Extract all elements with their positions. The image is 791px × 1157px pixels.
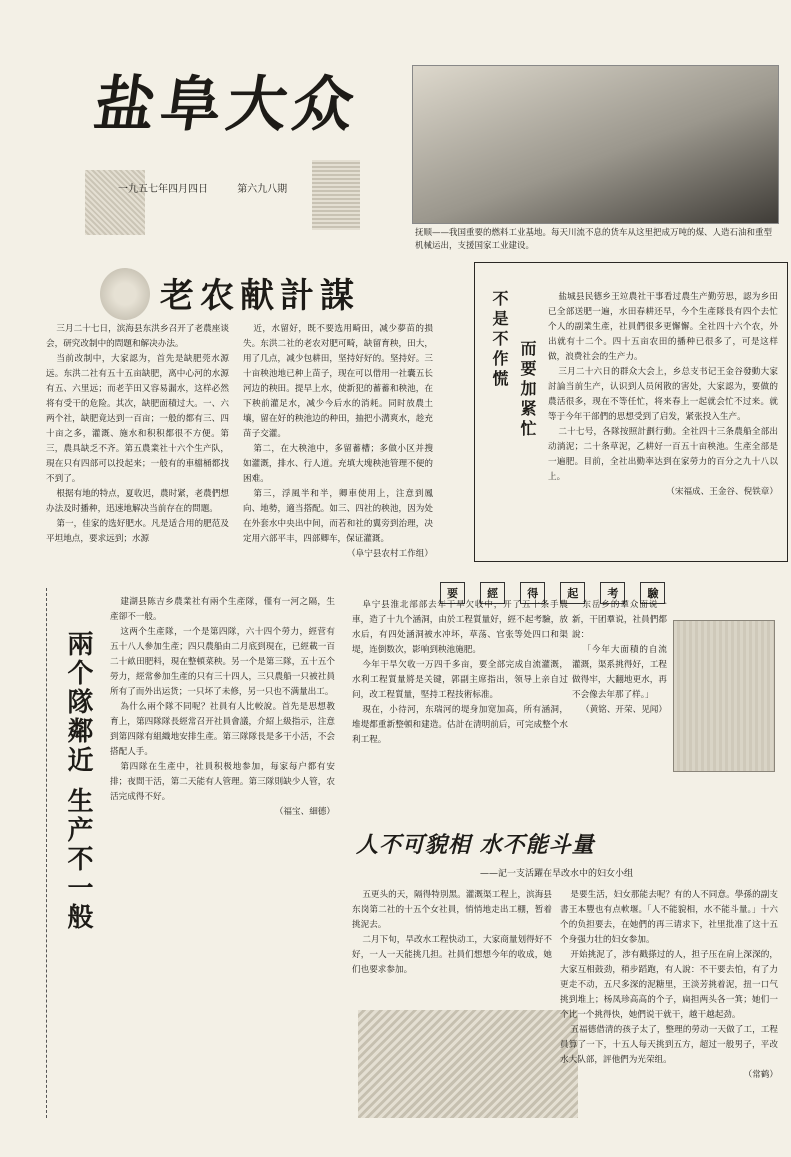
label-char: 考	[600, 582, 625, 604]
paragraph: 現在，小待河，东瑞河的堤身加宽加高，所有涵洞，堆堤都重新整頓和建造。估計在清明前后，可完成整个水利工程。	[352, 705, 568, 745]
article1-column-1	[46, 322, 229, 547]
paragraph: 盐城县民德乡王竝農社干事看过農生产勤劳思，認为乡田已全部送肥一遍，水田春耕还早，今个生產隊長有四个去忙个人的副業生產，社員們很多更懈懈。全社四十六个农，外出就有十二个。四十五亩农田的播种已很多了，可是这样做，浪费社会的生产力。	[548, 292, 778, 362]
waterwheel-sketch	[673, 620, 775, 772]
article5-headline: 人不可貌相 水不能斗量	[356, 832, 595, 858]
issue-number: 第六九八期	[237, 184, 288, 195]
paragraph: 是要生活，妇女那能去呢？有的人不同意。學孫的副支書王本豐也有点軟堰。「人不能貌相，水不能斗量。」十六个的负担要去，在她們的再三请求下，社里批准了这十五个身强力壮的妇女参加。	[560, 890, 778, 945]
paragraph: 东岳乡的羣众面说一新，干团羣说，社員們都說：	[572, 600, 667, 640]
label-char: 驗	[640, 582, 665, 604]
paragraph: 第一，佳家的选好肥水。凡是适合用的肥范及平坦地点，要求远到；水源	[46, 519, 229, 544]
article1-byline: （阜宁县农村工作组）	[347, 549, 433, 559]
women-work-sketch	[358, 1010, 578, 1118]
paragraph: 根据有地的特点，夏收迟，農时紧，老農們想办法及时播种，迅速地解决当前存在的問題。	[46, 489, 229, 514]
photo-caption: 抚顺——我国重要的燃料工业基地。每天川流不息的货车从这里把成万吨的煤、人造石油和重型机械运出，支援国家工业建设。	[415, 228, 773, 251]
paragraph: 二月下旬，旱改水工程快动工，大家商量划得好不好，一人一天能挑几担。社員们想想今年的收成，她们也要求参加。	[352, 935, 552, 975]
article2-body	[548, 290, 778, 500]
masthead-title: 盐阜大众	[90, 70, 364, 140]
paragraph: 这两个生產隊，一个是第四隊，六十四个勞力，經营有五十八人參加生產；四只農船由二月底到現在，已經載一百二十畝田肥料，現在整頓菜秧。另一个是第三隊，五十五个勞力，經常參加生產的只有三十四人，三只農船一只被社員所有了而外出运货；一只坏了未修，另一只也不满量出工。	[110, 627, 335, 697]
label-char: 要	[440, 582, 465, 604]
article5-column-1	[352, 888, 552, 978]
paragraph: 当前改制中，大家認为，首先是缺肥莞水源远。东洪二社有五十五亩缺肥，离中心河的水源有五、六里远；而老芋田又容易漏水，这样必然将有受干的危险。其次，缺肥面積过大。一、六两个社，缺肥竟达到一百亩；一般的都有三、四十亩之多，灌溉、施水和积积都很不方便。第三，農具缺乏不齐。第五農業社十六个生产队，現在只有四部可以投起来；一般有的車檔桶都找不到了。	[46, 354, 229, 484]
masthead-meta	[118, 180, 313, 195]
paragraph: 三月二十七日，滨海县东洪乡召开了老農座谈会，研究改制中的問題和解决办法。	[46, 324, 229, 349]
article1-column-2	[243, 322, 433, 562]
article2-byline: （宋福成、王金谷、倪铁章）	[666, 487, 778, 497]
article3-body	[110, 595, 335, 820]
paragraph: 五更头的天，隔得特別黑。灌溉渠工程上，滨海县东岗第二社的十五个女社員，悄悄地走出工棚，暂着挑泥去。	[352, 890, 552, 930]
paragraph: 「今年大面積的自流灌溉，渠系挑得好，工程做得牢，大翻地更水，再不会像去年那了样。」	[572, 645, 667, 700]
paragraph: 第四隊在生產中，社員积极地参加，每家每户都有安排；夜間干活，第二天能有人管理。第三隊則缺少人管，农活完成得不好。	[110, 762, 335, 802]
paragraph: 五福德借清的孩子太了，整理的勞动一天做了工，工程員算了一下，十五人每天挑到五方，超过一般男子，平改水大队部，評他們为光荣组。	[560, 1025, 778, 1065]
paragraph: 第二，在大秧池中，多留蓄槽；多做小区并搜如灌溉，排水、行人道。充填大塊秧池管理不便的困难。	[243, 444, 433, 484]
paragraph: 今年干旱欠收一万四千多亩，要全部完成自流灌溉，水利工程質量將是关键，郭副主席指出，领导上亲自过问，改工程質量，堅持工程技術标准。	[352, 660, 568, 700]
paragraph: 二十七号，各隊按照計劃行動。全社四十三条農船全部出动淌泥；二十条草泥，乙耕好一百五十亩秧池。生產全部是一遍肥。目前，全社出勤率达到在家勞力的百分之九十八以上。	[548, 427, 778, 482]
farmer-portrait	[100, 268, 150, 320]
article3-byline: （福宝、細德）	[274, 807, 335, 817]
label-char: 得	[520, 582, 545, 604]
article5-column-2	[560, 888, 778, 1083]
headline-old-farmer: 老农献計謀	[160, 276, 360, 316]
article5-subline: ——記一支活躍在旱改水中的妇女小组	[480, 869, 634, 879]
front-photo	[412, 65, 779, 224]
article5-byline: （常鹤）	[743, 1070, 778, 1080]
article4-body	[352, 598, 568, 748]
paragraph: 近，水留好，既不要选用畸田，减少夢苗的损失。东洪二社的老农对肥可畸，缺留育秧，田大，用了几点，减少包耕田，坚持好好的。坚持好。三十亩秧池地已种上苗子，现在可以借用一社囊五长河边的秧田。提早上水，使新犯的蓄蓄和秧池，在下秧前灌足水，减少今后水的消耗。同时放農土壤，留在好的秧池边的种田，抽把小溝爽水，趁充苗子交灌。	[243, 324, 433, 439]
label-char: 起	[560, 582, 585, 604]
article2-headline-a: 不是不作慌	[490, 290, 509, 390]
article3-headline: 兩个隊鄰近 生产不一般	[63, 630, 93, 933]
paragraph: 第三，浮風半和半，卿車使用上，注意到鳳向、地勢，適当搭配。如三、四社的秧池，因为处在外套水中央出中间，而若和社的翼旁到治理，决定用六部平丰，四部卿车，保证灌溉。	[243, 489, 433, 544]
article4-byline: （黄铭、开荣、见闻）	[581, 705, 667, 715]
issue-date: 一九五七年四月四日	[118, 184, 208, 195]
paragraph: 阜宁县淮北部部去年干旱欠收中，开了五十条手農車，造了十九个涵洞，由於工程質量好，經不起考驗，放水后，有四处涵洞被水冲坏，草荡、官张等处四口和渠堤，连倒数次，影响到秧池施肥。	[352, 600, 568, 655]
article2-headline-b: 而要加紧忙	[518, 340, 537, 440]
paragraph: 三月二十六日的群众大会上，乡总支书记王金谷發動大家討論当前生产，认识到人员闲散的害处，大家認为，要做的農活很多，现在不等任忙，将来春上一起就会忙不过来。就等于今年干部們的思想受到了启发，紧张投入生产。	[548, 367, 778, 422]
masthead-sketch-right	[312, 160, 360, 230]
paragraph: 建湖县陈吉乡農業社有兩个生產隊，僅有一河之隔，生產卻不一般。	[110, 597, 335, 622]
article4-side	[572, 598, 667, 718]
paragraph: 為什么兩个隊不同呢？社員有人比較說。首先是思想教育上，第四隊隊長經常召开社員會議，介紹上級指示，注意到第四隊有組織地安排生產。第三隊隊長是多干小活，不会搭配人手。	[110, 702, 335, 757]
label-char: 經	[480, 582, 505, 604]
paragraph: 开始挑泥了，涉有戳搽过的人，担子压在肩上深深的，大家互相鼓劲，稍步蹈跑，有人說：不干要去怕，有了力更走不动，五尺多深的泥糖里，王淡芳挑着泥，扭一口气挑到堆上；杨凤珍高高的个子，扁担两头各一箕；她们一个比一个挑得快，她們说干就干，越干越起劲。	[560, 950, 778, 1020]
